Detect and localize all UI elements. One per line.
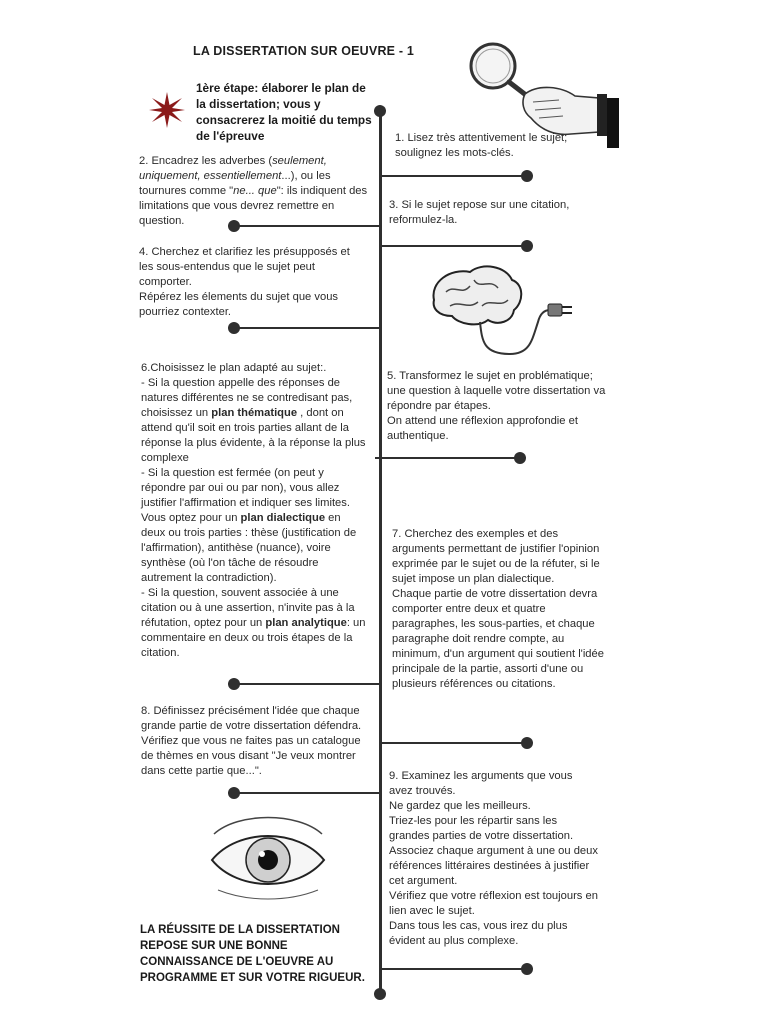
step-1-body: Lisez très attentivement le sujet; soulignez les mots-clés.: [395, 132, 568, 159]
connector-step1: [381, 175, 525, 177]
step-7-text: 7. Cherchez des exemples et des arguments permettant de justifier l'opinion exprimée par le sujet ou de la réfuter, si le sujet impose un plan dialectique. Chaque partie de votre dissertation devra comporter entre deux et quatre paragraphes, les sous-parties, et chaque paragraphe doit rendre compte, au minimum, d'un argument qui soutient l'idée principale de la partie, assorti d'une ou plusieurs références ou citations.: [392, 528, 604, 690]
step-2-text: 2. Encadrez les adverbes (seulement, uniquement, essentiellement...), ou les tournures comme "ne... que": ils indiquent des limitations que vous devrez remettre en question.: [139, 155, 368, 227]
connector-dot-step9: [521, 963, 533, 975]
timeline-top-dot: [374, 105, 386, 117]
step-5-text: 5. Transformez le sujet en problématique; une question à laquelle votre dissertation va répondre par étapes. On attend une réflexion approfondie et authentique.: [387, 370, 606, 442]
step-9-text: 9. Examinez les arguments que vous avez trouvés. Ne gardez que les meilleurs. Triez-les pour les répartir sans les grandes parties de votre dissertation. Associez chaque argument à une ou deux références littéraires destinées à justifier cet argument. Vérifiez que votre réflexion est toujours en lien avec le sujet. Dans tous les cas, vous irez du plus évident au plus complexe.: [389, 770, 598, 947]
step-4-text: 4. Cherchez et clarifiez les présupposés et les sous-entendus que le sujet peut comporter. Répérez les élements du sujet que vous pourriez contexter.: [139, 246, 350, 318]
connector-step5: [375, 457, 520, 459]
connector-step6: [234, 683, 380, 685]
step-8-text: 8. Définissez précisément l'idée que chaque grande partie de votre dissertation défendra. Vérifiez que vous ne faites pas un catalogue de thèmes en vous disant "Je veux montrer dans cette partie que...".: [141, 705, 362, 777]
step-6-text: 6.Choisissez le plan adapté au sujet:. - Si la question appelle des réponses de natures différentes ne se contredisant pas, choisissez un plan thématique , dont on attend qu'il soit en trois parties allant de la réponse la plus évidente, à la réponse la plus complexe - Si la question est fermée (on peut y répondre par oui ou par non), vous allez justifier l'affirmation et indiquer ses limites. Vous optez pour un plan dialectique en deux ou trois parties : thèse (justification de l'affirmation), antithèse (nuance), voire synthèse (où l'on tâche de résoudre autrement la contradiction). - Si la question, souvent associée à une citation ou à une assertion, n'invite pas à la réfutation, optez pour un plan analytique: un commentaire en deux ou trois étapes de la citation.: [141, 362, 366, 659]
timeline-axis: [379, 110, 382, 995]
connector-step8: [234, 792, 380, 794]
conclusion-text: LA RÉUSSITE DE LA DISSERTATION REPOSE SUR UNE BONNE CONNAISSANCE DE L'OEUVRE AU PROGRAMME ET SUR VOTRE RIGUEUR.: [140, 924, 365, 984]
connector-step3: [381, 245, 525, 247]
eye-icon: [208, 810, 328, 902]
connector-dot-step3: [521, 240, 533, 252]
brain-plug-icon: [420, 262, 580, 360]
connector-step4: [234, 327, 380, 329]
connector-step9: [381, 968, 525, 970]
connector-step7: [381, 742, 525, 744]
timeline-bottom-dot: [374, 988, 386, 1000]
intro-step-heading: 1ère étape: élaborer le plan de la dissertation; vous y consacrerez la moitié du temps de l'épreuve: [196, 81, 372, 143]
connector-dot-step7: [521, 737, 533, 749]
connector-dot-step5: [514, 452, 526, 464]
star-icon: [147, 90, 187, 130]
page-title: LA DISSERTATION SUR OEUVRE - 1: [193, 44, 415, 58]
step-1-text: [395, 131, 585, 161]
step-3-text: 3. Si le sujet repose sur une citation, reformulez-la.: [389, 199, 570, 226]
step-1-number: 1.: [395, 132, 405, 144]
connector-dot-step1: [521, 170, 533, 182]
